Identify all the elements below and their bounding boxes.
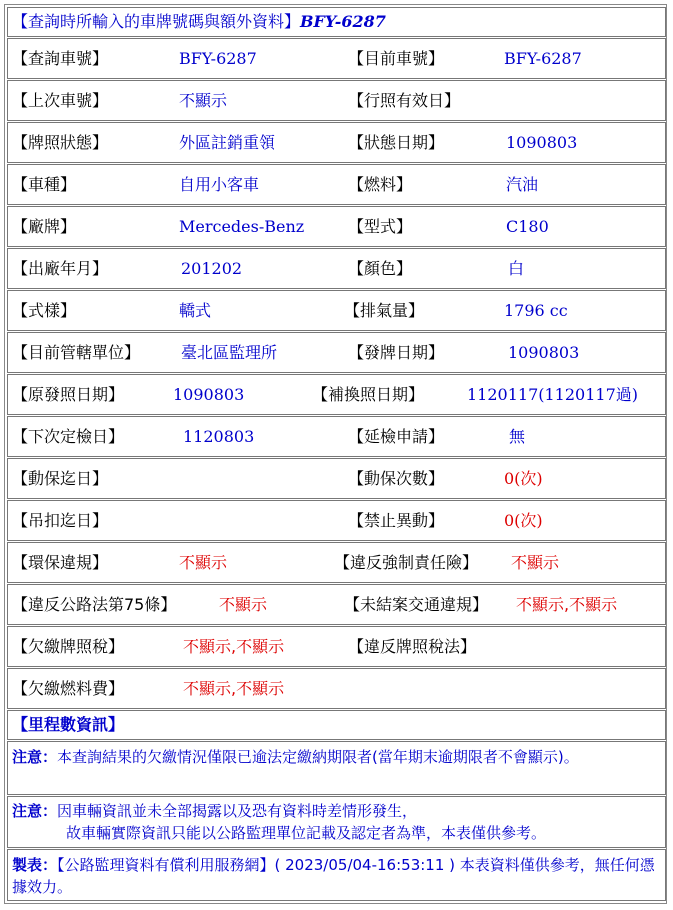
field-value: 1120117(1120117過) — [467, 385, 639, 404]
mileage-row — [7, 710, 666, 740]
field-label: 【欠繳牌照稅】 — [12, 637, 125, 656]
footer-note — [12, 854, 660, 898]
field-label: 【排氣量】 — [344, 301, 425, 320]
field-value: Mercedes-Benz — [179, 217, 305, 236]
field-label: 【禁止異動】 — [348, 511, 445, 530]
field-label: 【發牌日期】 — [348, 343, 445, 362]
field-label: 【吊扣迄日】 — [12, 511, 109, 530]
table-row — [7, 542, 666, 583]
field-value: BFY-6287 — [504, 49, 582, 68]
table-row — [7, 290, 666, 331]
footer-row — [7, 849, 666, 901]
field-value: 201202 — [181, 259, 243, 278]
table-row — [7, 80, 666, 121]
field-value: 1090803 — [173, 385, 245, 404]
table-row — [7, 206, 666, 247]
field-value: 0(次) — [504, 469, 543, 488]
field-label: 【式樣】 — [12, 301, 77, 320]
field-label: 【顏色】 — [348, 259, 413, 278]
field-label: 【違反牌照稅法】 — [348, 637, 477, 656]
field-label: 【原發照日期】 — [12, 385, 125, 404]
field-value: 外區註銷重領 — [179, 133, 276, 152]
field-value: 1090803 — [508, 343, 580, 362]
table-row — [7, 626, 666, 667]
field-value: 自用小客車 — [179, 175, 260, 194]
table-row — [7, 332, 666, 373]
note-2-line-1: 因車輛資訊並未全部揭露以及恐有資料時差情形發生， — [57, 802, 418, 820]
note-row-2 — [7, 796, 666, 848]
field-label: 【補換照日期】 — [312, 385, 425, 404]
field-value: 不顯示 — [219, 595, 268, 614]
title-row — [7, 7, 666, 37]
note-1-key: 注意： — [12, 748, 58, 766]
field-label: 【狀態日期】 — [348, 133, 445, 152]
field-label: 【違反公路法第75條】 — [12, 595, 177, 614]
field-label: 【車種】 — [12, 175, 77, 194]
note-2-line-2: 故車輛實際資訊只能以公路監理單位記載及認定者為準，本表僅供參考。 — [66, 824, 547, 842]
field-label: 【牌照狀態】 — [12, 133, 109, 152]
table-row — [7, 584, 666, 625]
title-plate: BFY-6287 — [300, 12, 386, 31]
field-value: 1796 cc — [504, 301, 568, 320]
field-value: 不顯示 — [179, 91, 228, 110]
field-value: 轎式 — [179, 301, 212, 320]
field-label: 【動保次數】 — [348, 469, 445, 488]
table-row — [7, 416, 666, 457]
note-2-key: 注意： — [12, 802, 58, 820]
footer-text: 【公路監理資料有償利用服務網】( 2023/05/04-16:53:11 ) 本表資料僅供參考，無任何憑據效力。 — [12, 856, 655, 896]
field-value: 0(次) — [504, 511, 543, 530]
table-row — [7, 668, 666, 709]
field-label: 【環保違規】 — [12, 553, 109, 572]
table-row — [7, 38, 666, 79]
field-value: 白 — [508, 259, 525, 278]
field-label: 【目前管轄單位】 — [12, 343, 141, 362]
field-value: C180 — [506, 217, 549, 236]
field-label: 【動保迄日】 — [12, 469, 109, 488]
field-value: 臺北區監理所 — [181, 343, 278, 362]
mileage-heading: 【里程數資訊】 — [12, 715, 125, 734]
note-2 — [12, 800, 660, 844]
field-label: 【型式】 — [348, 217, 413, 236]
field-label: 【上次車號】 — [12, 91, 109, 110]
field-label: 【下次定檢日】 — [12, 427, 125, 446]
table-row — [7, 500, 666, 541]
field-value: 不顯示,不顯示 — [516, 595, 618, 614]
table-row — [7, 164, 666, 205]
note-1 — [12, 746, 660, 768]
field-label: 【廠牌】 — [12, 217, 77, 236]
field-value: 不顯示,不顯示 — [183, 679, 285, 698]
field-label: 【延檢申請】 — [348, 427, 445, 446]
footer-key: 製表： — [12, 856, 58, 874]
field-value: BFY-6287 — [179, 49, 257, 68]
field-label: 【燃料】 — [348, 175, 413, 194]
field-value: 不顯示 — [179, 553, 228, 572]
note-row-1 — [7, 741, 666, 795]
field-label: 【查詢車號】 — [12, 49, 109, 68]
table-row — [7, 248, 666, 289]
field-value: 不顯示 — [511, 553, 560, 572]
table-row — [7, 122, 666, 163]
table-row — [7, 458, 666, 499]
field-label: 【目前車號】 — [348, 49, 445, 68]
field-label: 【未結案交通違規】 — [344, 595, 489, 614]
note-1-text: 本查詢結果的欠繳情況僅限已逾法定繳納期限者(當年期末逾期限者不會顯示)。 — [57, 748, 579, 766]
field-value: 1120803 — [183, 427, 255, 446]
field-value: 汽油 — [506, 175, 539, 194]
field-label: 【欠繳燃料費】 — [12, 679, 125, 698]
table-row — [7, 374, 666, 415]
field-label: 【出廠年月】 — [12, 259, 109, 278]
page-title: 【查詢時所輸入的車牌號碼與額外資料】BFY-6287 — [12, 12, 386, 31]
field-value: 無 — [509, 427, 526, 446]
field-label: 【違反強制責任險】 — [334, 553, 479, 572]
field-value: 1090803 — [506, 133, 578, 152]
field-value: 不顯示,不顯示 — [183, 637, 285, 656]
field-label: 【行照有效日】 — [348, 91, 461, 110]
